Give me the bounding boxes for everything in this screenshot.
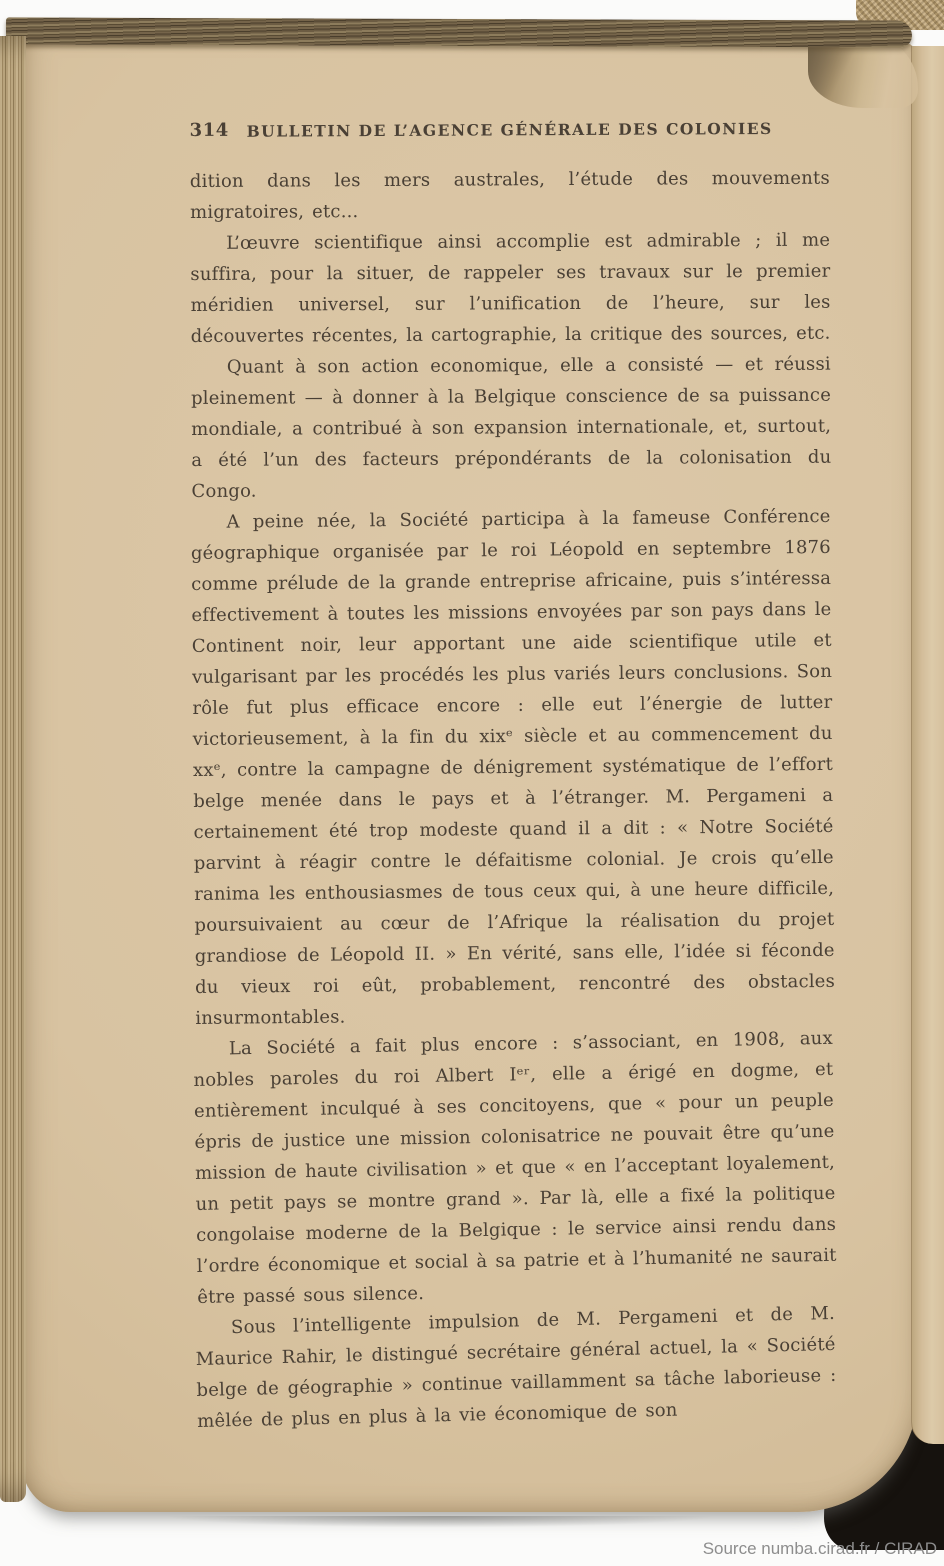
paragraph: La Société a fait plus encore : s’associant, en 1908, aux nobles paroles du roi Albert Iᵉʳ, elle a érigé en dogme, et entièrement inculqué à ses concitoyens, que « pour un peuple épris de justice une mission colonisatrice ne pouvait être qu’une mission de haute civilisation » et que « en l’acceptant loyalement, un petit pays se montre grand ». Par là, elle a fixé la politique congolaise moderne de la Belgique : le service ainsi rendu dans l’ordre économique et social à sa patrie et à l’humanité ne saurait être passé sous silence. [193,1027,837,1308]
body-text [190,163,837,1437]
paragraph: Sous l’intelligente impulsion de M. Pergameni et de M. Maurice Rahir, le distingué secrétaire général actuel, la « Société belge de géographie » continue vaillamment sa tâche laborieuse : mêlée de plus en plus à la vie économique de son [195,1302,837,1432]
running-title: BULLETIN DE L’AGENCE GÉNÉRALE DES COLONIES [246,118,773,141]
paragraph-continuation: dition dans les mers australes, l’étude des mouvements migratoires, etc... [189,167,830,223]
page-shadow [60,1516,820,1532]
paragraph: A peine née, la Société participa à la fameuse Conférence géographique organisée par le roi Léopold en septembre 1876 comme prélude de la grande entreprise africaine, puis s’intéressa effectivement à toutes les missions envoyées par son pays dans le Continent noir, leur apportant une aide scientifique utile et vulgarisant par les procédés les plus variés leurs conclusions. Son rôle fut plus efficace encore : elle eut l’énergie de lutter victorieusement, à la fin du xixᵉ siècle et au commencement du xxᵉ, contre la campagne de dénigrement systématique de l’effort belge menée dans le pays et à l’étranger. M. Pergameni a certainement été trop modeste quand il a dit : « Notre Société parvint à réagir contre le défaitisme colonial. Je crois qu’elle ranima les enthousiasmes de tous ceux qui, à une heure difficile, poursuivaient au cœur de l’Afrique la réalisation du projet grandiose de Léopold II. » En vérité, sans elle, l’idée si féconde du vieux roi eût, probablement, rencontré des obstacles insurmontables. [190,505,836,1029]
paragraph: L’œuvre scientifique ainsi accomplie est admirable ; il me suffira, pour la situer, de rappeler ses travaux sur le premier méridien universel, sur l’unification de l’heure, sur les découvertes récentes, la cartographie, la critique des sources, etc. [190,229,831,347]
source-credit: Source numba.cirad.fr / CIRAD [702,1539,937,1558]
paragraph: Quant à son action economique, elle a consisté — et réussi pleinement — à donner à la Belgique conscience de sa puissance mondiale, a contribué à son expansion internationale, et, surtout, a été l’un des facteurs prépondérants de la colonisation du Congo. [190,353,832,502]
page-number: 314 [189,119,229,142]
page-header [190,117,830,150]
